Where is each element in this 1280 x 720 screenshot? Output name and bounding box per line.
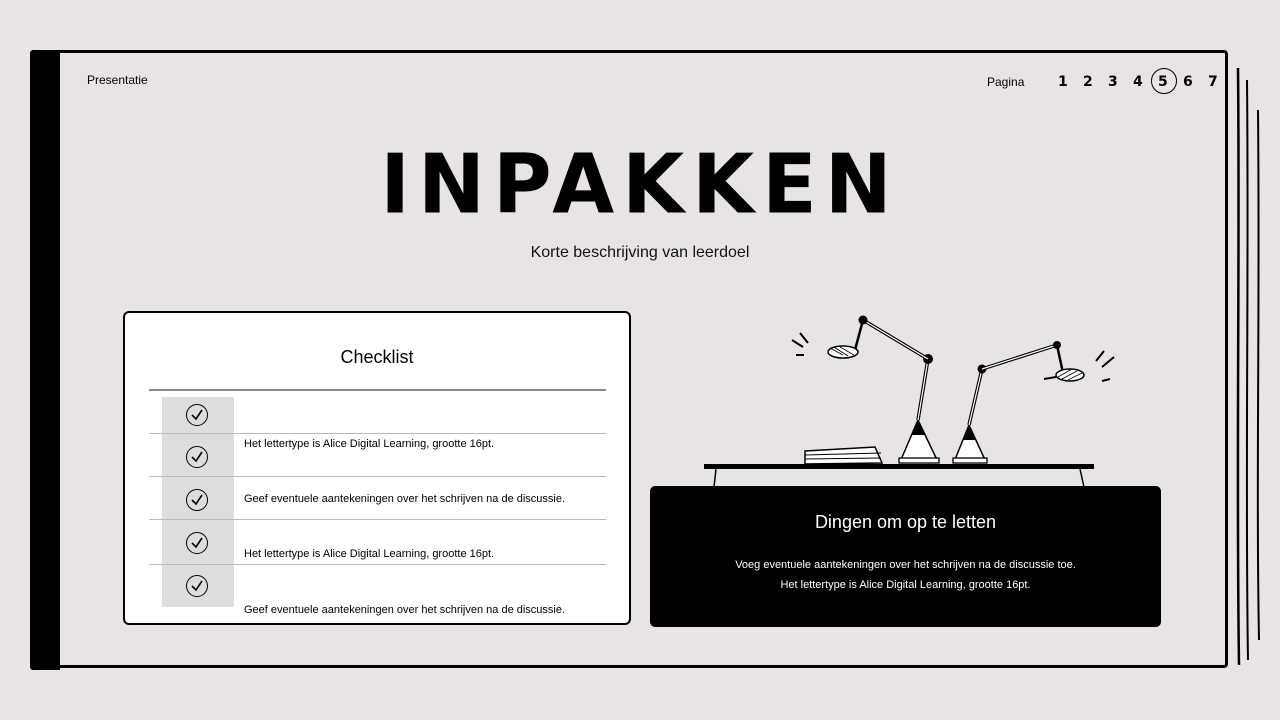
page-link-7[interactable]: 7	[1208, 74, 1218, 90]
check-circle-icon[interactable]	[186, 404, 208, 426]
checklist-title: Checklist	[340, 347, 414, 367]
page-title: INPAKKEN	[380, 137, 900, 232]
row-divider	[149, 519, 606, 520]
check-circle-icon[interactable]	[186, 532, 208, 554]
checklist-card	[123, 311, 631, 625]
notes-line-2: Het lettertype is Alice Digital Learning, grootte 16pt.	[780, 579, 1031, 591]
checklist-divider	[149, 389, 606, 391]
page-navigation	[987, 74, 1225, 90]
page-link-1[interactable]: 1	[1058, 74, 1068, 90]
checklist-item-3: Geef eventuele aantekeningen over het schrijven na de discussie.	[244, 493, 566, 505]
check-circle-icon[interactable]	[186, 575, 208, 597]
notes-panel-title: Dingen om op te letten	[814, 512, 997, 532]
checklist-item-4: Het lettertype is Alice Digital Learning, grootte 16pt.	[244, 548, 495, 560]
page-link-5-current[interactable]: 5	[1150, 74, 1175, 90]
row-divider	[149, 476, 606, 477]
row-divider	[149, 433, 606, 434]
row-divider	[149, 564, 606, 565]
presentation-label: Presentatie	[87, 73, 148, 87]
page-link-6[interactable]: 6	[1183, 74, 1193, 90]
notes-line-1: Voeg eventuele aantekeningen over het schrijven na de discussie toe.	[735, 559, 1076, 571]
checklist-item-5: Geef eventuele aantekeningen over het schrijven na de discussie.	[244, 604, 566, 616]
page-link-2[interactable]: 2	[1083, 74, 1093, 90]
page-link-4[interactable]: 4	[1133, 74, 1143, 90]
page-link-3[interactable]: 3	[1108, 74, 1118, 90]
desk-lamps-illustration	[700, 305, 1140, 490]
pager-label: Pagina	[987, 75, 1025, 89]
notes-panel	[650, 486, 1161, 627]
check-circle-icon[interactable]	[186, 446, 208, 468]
check-circle-icon[interactable]	[186, 489, 208, 511]
page-subtitle: Korte beschrijving van leerdoel	[530, 244, 750, 261]
checklist-item-2: Het lettertype is Alice Digital Learning, grootte 16pt.	[244, 438, 495, 450]
